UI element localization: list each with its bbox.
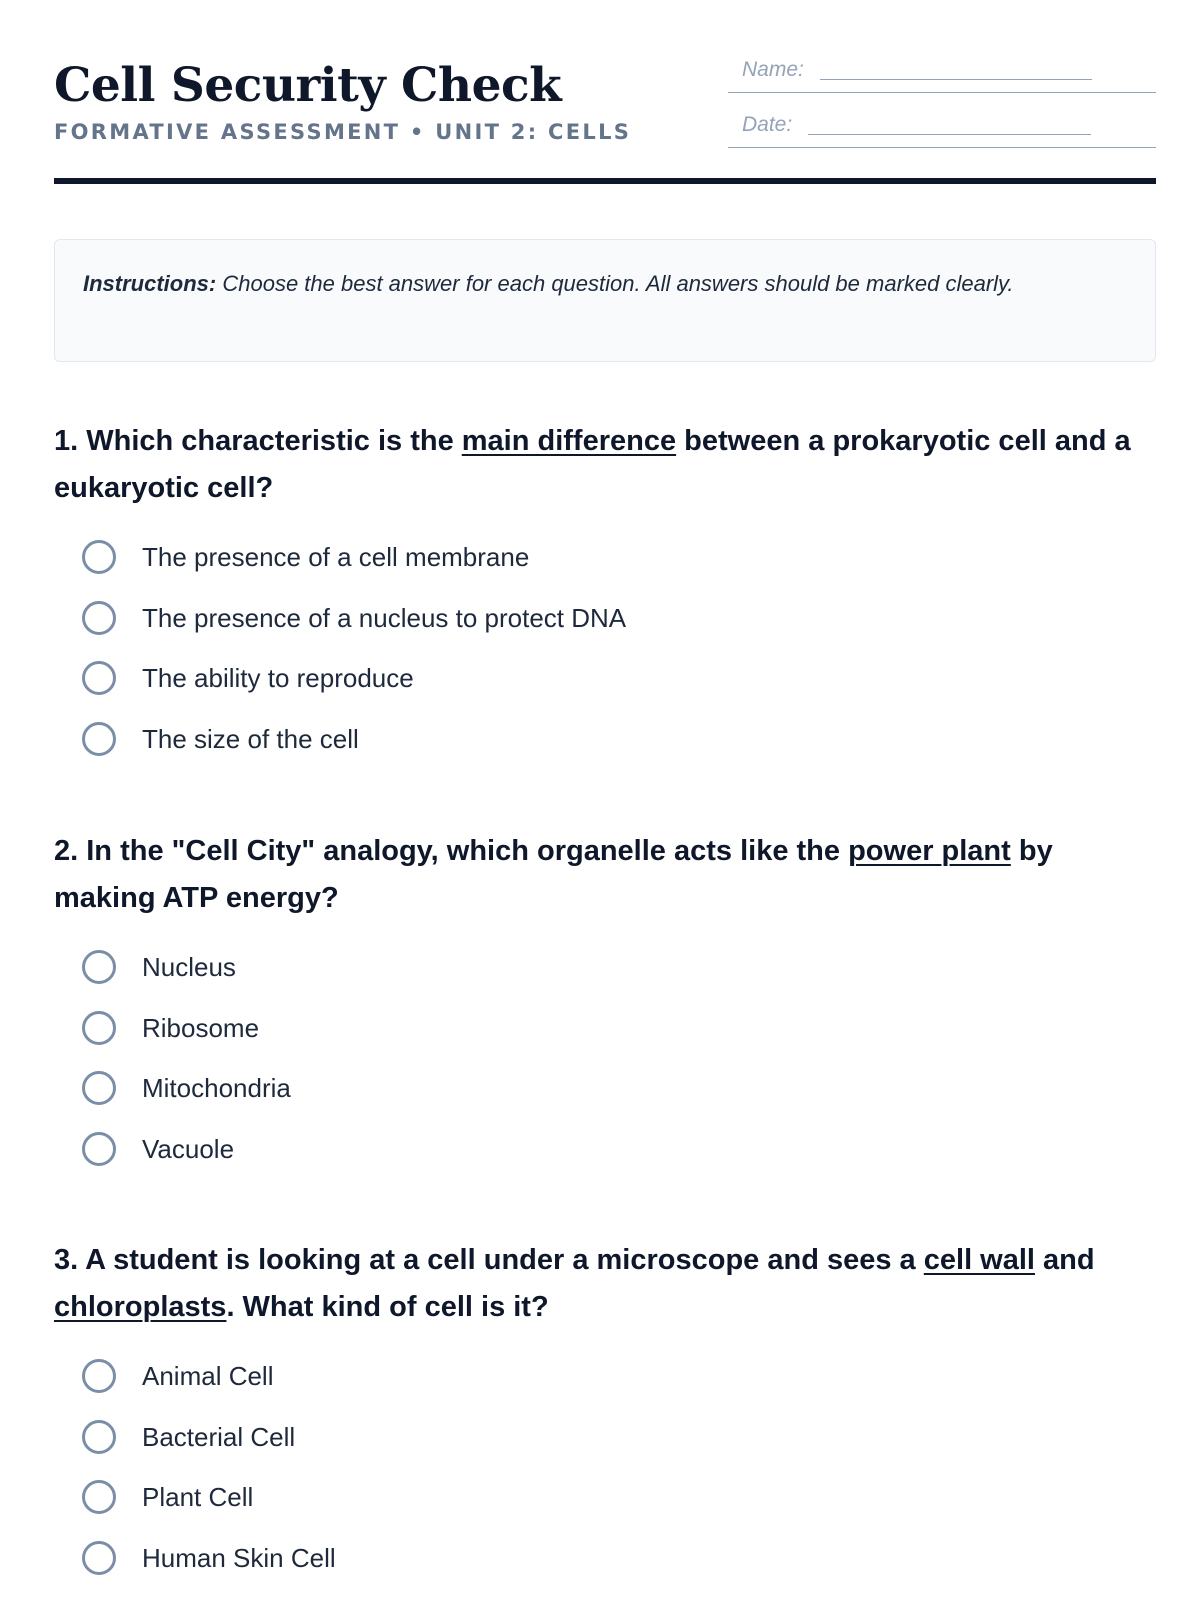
answer-option-label: The presence of a nucleus to protect DNA (142, 602, 627, 633)
radio-button-icon[interactable] (82, 1132, 116, 1166)
answer-option[interactable] (54, 712, 1156, 773)
question-3-text (54, 1237, 1156, 1331)
answer-option[interactable] (54, 940, 1156, 1001)
radio-button-icon[interactable] (82, 1420, 116, 1454)
question-number: 1. (54, 425, 87, 457)
question-emphasis: power plant (848, 835, 1011, 867)
radio-button-icon[interactable] (82, 722, 116, 756)
question-number: 3. (54, 1244, 86, 1276)
answer-option-label: Human Skin Cell (142, 1542, 336, 1573)
question-text-part: between a prokaryotic cell and a eukaryotic cell? (54, 425, 1131, 504)
question-text-part: A student is looking at a cell under a microscope and sees a (85, 1244, 924, 1276)
question-1 (54, 418, 1156, 754)
instructions-lead: Instructions: (83, 271, 217, 296)
answer-option[interactable] (54, 1122, 1156, 1183)
page-title: Cell Security Check (54, 58, 562, 113)
answer-option[interactable] (54, 651, 1156, 712)
answer-option[interactable] (54, 1531, 1156, 1592)
radio-button-icon[interactable] (82, 1480, 116, 1514)
question-text-part: . What kind of cell is it? (226, 1291, 549, 1323)
radio-button-icon[interactable] (82, 950, 116, 984)
date-field[interactable] (728, 103, 1156, 148)
worksheet-header (54, 0, 1156, 186)
header-divider (54, 178, 1156, 184)
student-info-fields (728, 48, 1156, 158)
question-text-part: by making ATP energy? (54, 835, 1053, 914)
question-emphasis: chloroplasts (54, 1291, 227, 1323)
question-text-part: and (1034, 1244, 1095, 1276)
answer-option[interactable] (54, 1001, 1156, 1062)
answer-option[interactable] (54, 1349, 1156, 1410)
radio-button-icon[interactable] (82, 1071, 116, 1105)
radio-button-icon[interactable] (82, 661, 116, 695)
answer-option-label: Nucleus (142, 952, 236, 982)
answer-option-label: Vacuole (142, 1133, 235, 1164)
radio-button-icon[interactable] (82, 1541, 116, 1575)
name-field[interactable] (728, 48, 1156, 93)
answer-option-label: Plant Cell (142, 1482, 254, 1512)
answer-option-label: The presence of a cell membrane (142, 542, 530, 572)
answer-option-label: Animal Cell (142, 1361, 274, 1391)
question-2-options (54, 940, 1156, 1182)
instructions-body: Choose the best answer for each question. All answers should be marked clearly. (216, 271, 1014, 296)
date-label: Date: (742, 113, 793, 136)
name-blank-line (820, 79, 1092, 80)
page-subtitle: FORMATIVE ASSESSMENT • UNIT 2: CELLS (54, 120, 632, 144)
answer-option-label: The size of the cell (142, 723, 359, 754)
question-number: 2. (54, 835, 87, 867)
answer-option[interactable] (54, 1061, 1156, 1122)
radio-button-icon[interactable] (82, 601, 116, 635)
question-1-options (54, 530, 1156, 772)
question-text-part: In the "Cell City" analogy, which organelle acts like the (86, 835, 849, 867)
answer-option[interactable] (54, 1470, 1156, 1531)
answer-option-label: Mitochondria (142, 1073, 291, 1103)
radio-button-icon[interactable] (82, 1011, 116, 1045)
question-emphasis: main difference (461, 425, 677, 457)
answer-option[interactable] (54, 591, 1156, 652)
instructions-box (54, 239, 1156, 362)
answer-option-label: The ability to reproduce (142, 663, 414, 693)
answer-option-label: Ribosome (142, 1012, 260, 1043)
question-emphasis: cell wall (923, 1244, 1035, 1276)
answer-option-label: Bacterial Cell (142, 1421, 296, 1452)
answer-option[interactable] (54, 530, 1156, 591)
question-3-options (54, 1349, 1156, 1591)
name-label: Name: (742, 58, 804, 81)
instructions-text (83, 267, 1063, 301)
date-blank-line (808, 134, 1091, 135)
worksheet-page (54, 0, 1156, 1600)
question-text-part: Which characteristic is the (86, 425, 462, 457)
question-3 (54, 1237, 1156, 1573)
question-2 (54, 828, 1156, 1164)
radio-button-icon[interactable] (82, 1359, 116, 1393)
question-2-text (54, 828, 1156, 922)
answer-option[interactable] (54, 1410, 1156, 1471)
radio-button-icon[interactable] (82, 540, 116, 574)
question-1-text (54, 418, 1156, 512)
